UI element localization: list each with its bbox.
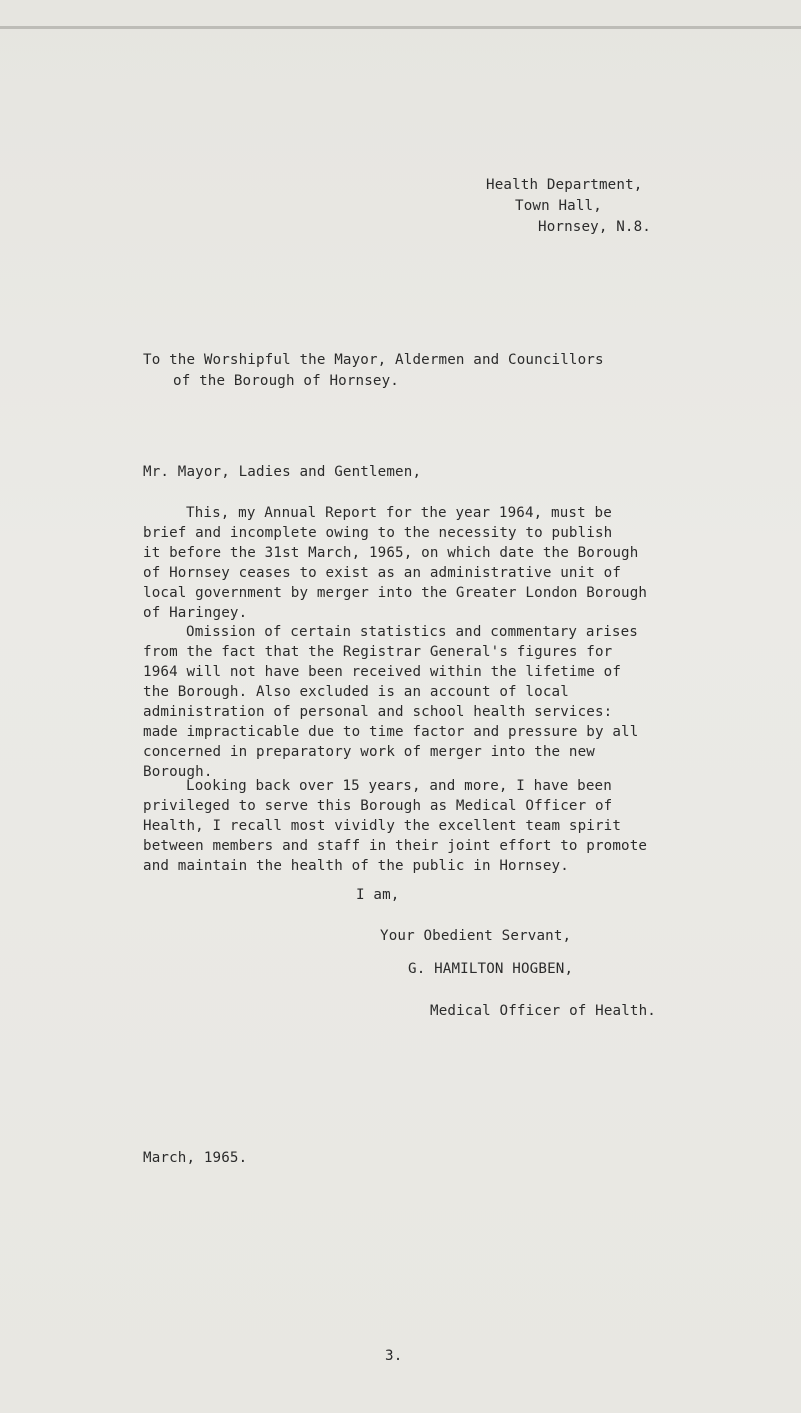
address-line-1: Health Department, [486, 177, 643, 193]
paragraph-1-line: brief and incomplete owing to the necessity to publish [143, 525, 613, 541]
paragraph-1-line: This, my Annual Report for the year 1964, must be [186, 505, 612, 521]
salutation: Mr. Mayor, Ladies and Gentlemen, [143, 464, 422, 480]
address-line-3: Hornsey, N.8. [538, 219, 651, 235]
paragraph-3-line: and maintain the health of the public in Hornsey. [143, 858, 569, 874]
paragraph-2-line: the Borough. Also excluded is an account of local [143, 684, 569, 700]
page-number: 3. [385, 1348, 403, 1364]
paragraph-1-line: local government by merger into the Greater London Borough [143, 585, 648, 601]
addressee-line-2: of the Borough of Hornsey. [173, 373, 399, 389]
paragraph-2-line: concerned in preparatory work of merger into the new [143, 744, 595, 760]
closing-servant: Your Obedient Servant, [380, 928, 572, 944]
address-line-2: Town Hall, [515, 198, 602, 214]
paragraph-1-line: it before the 31st March, 1965, on which date the Borough [143, 545, 639, 561]
paragraph-3-line: between members and staff in their joint effort to promote [143, 838, 648, 854]
paragraph-2-line: Omission of certain statistics and commentary arises [186, 624, 638, 640]
signatory-title: Medical Officer of Health. [430, 1003, 656, 1019]
paragraph-2-line: administration of personal and school health services: [143, 704, 613, 720]
addressee-line-1: To the Worshipful the Mayor, Aldermen and Councillors [143, 352, 604, 368]
page-top-edge [0, 26, 801, 29]
paragraph-2-line: Borough. [143, 764, 213, 780]
paragraph-3-line: Looking back over 15 years, and more, I have been [186, 778, 612, 794]
paragraph-1-line: of Haringey. [143, 605, 248, 621]
paragraph-2-line: from the fact that the Registrar General's figures for [143, 644, 613, 660]
paragraph-1-line: of Hornsey ceases to exist as an administrative unit of [143, 565, 622, 581]
paragraph-3-line: Health, I recall most vividly the excellent team spirit [143, 818, 622, 834]
signatory-name: G. HAMILTON HOGBEN, [408, 961, 574, 977]
document-date: March, 1965. [143, 1150, 248, 1166]
closing-i-am: I am, [356, 887, 400, 903]
paragraph-2-line: made impracticable due to time factor and pressure by all [143, 724, 639, 740]
paragraph-2-line: 1964 will not have been received within the lifetime of [143, 664, 622, 680]
paragraph-3-line: privileged to serve this Borough as Medical Officer of [143, 798, 613, 814]
